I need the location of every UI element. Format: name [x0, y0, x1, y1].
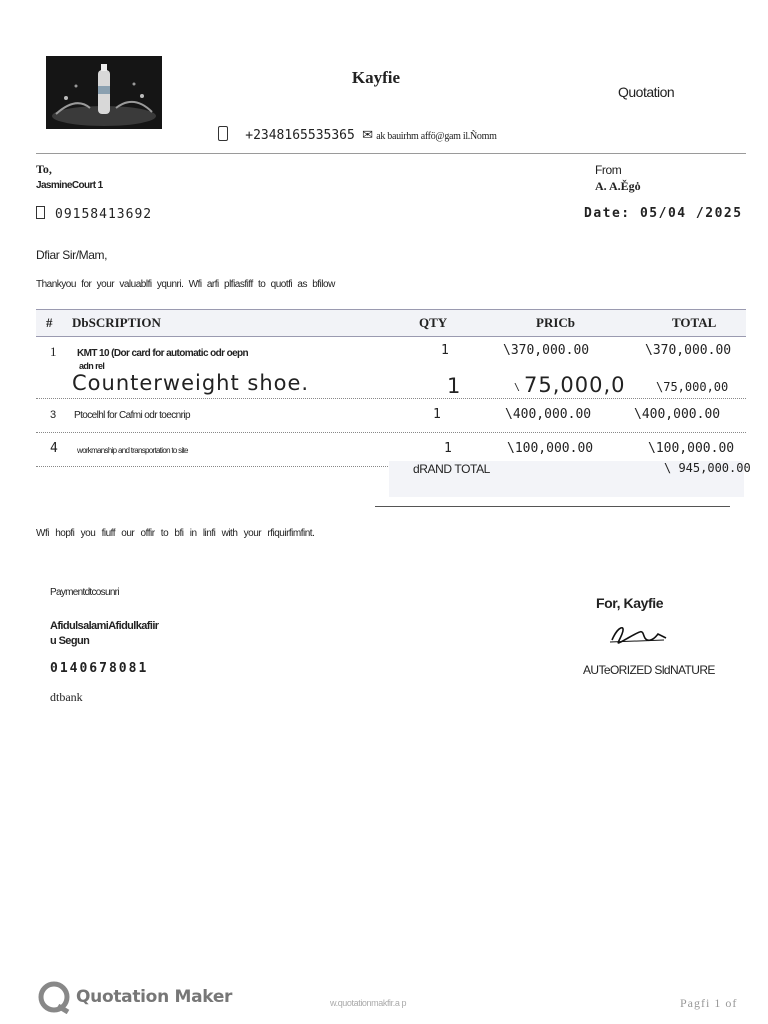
- row-price-prefix: \: [514, 382, 521, 393]
- payment-title: Paymentdtcosunri: [50, 587, 119, 598]
- row-price: \400,000.00: [505, 407, 592, 422]
- col-price: PRICb: [536, 315, 576, 330]
- col-num: #: [46, 315, 53, 330]
- company-phone: +2348165535365: [245, 128, 355, 143]
- recipient-phone-row: [36, 206, 152, 222]
- signature-image: [608, 620, 668, 650]
- email-icon: ✉: [362, 127, 373, 142]
- grand-total-underline: [375, 506, 730, 507]
- payment-account-number: 0140678081: [50, 661, 149, 676]
- company-email: ak bauirhm affö@gam il.Ñomm: [376, 131, 497, 142]
- recipient-address: JasmineCourt 1: [36, 180, 103, 191]
- row-num: 4: [50, 441, 58, 456]
- col-qty: QTY: [419, 315, 448, 330]
- company-name: Kayfie: [351, 68, 401, 87]
- col-total: TOTAL: [672, 315, 717, 330]
- closing-note: Wfi hopfi you fiuff our offir to bfi in linfi with your rfiquirfimfint.: [36, 528, 315, 539]
- row-qty: 1: [441, 343, 449, 358]
- table-header: [36, 309, 746, 337]
- row-price: 75,000,0: [524, 373, 626, 397]
- document-type: Quotation: [618, 84, 675, 100]
- sender-name: A. A.Ěgȯ: [595, 179, 641, 193]
- row-qty: 1: [447, 374, 461, 398]
- row-description-line2: adn rel: [79, 361, 105, 371]
- row-description: Counterweight shoe.: [72, 371, 310, 395]
- row-divider: [36, 432, 746, 433]
- authorized-signature-label: AUTeORIZED SldNATURE: [583, 663, 715, 677]
- row-description: Ptocelhl for Cafmi odr toecnrip: [74, 410, 190, 421]
- row-total: \370,000.00: [645, 343, 732, 358]
- row-total: \400,000.00: [634, 407, 721, 422]
- row-qty: 1: [444, 441, 452, 456]
- grand-total-label: dRAND TOTAL: [413, 462, 490, 476]
- intro-text: Thankyou for your valuablfi yqunri. Wfi arfi plfiasfiff to quotfi as bfilow: [36, 279, 335, 290]
- row-divider: [36, 398, 746, 399]
- footer-brand-name: Quotation Maker: [76, 987, 233, 1007]
- phone-icon: [218, 126, 228, 141]
- contact-row: [218, 126, 497, 143]
- account-name-line2: u Segun: [50, 635, 90, 647]
- quotation-maker-logo-icon: [38, 980, 72, 1014]
- payment-bank: dtbank: [50, 690, 83, 704]
- header-divider: [36, 153, 746, 154]
- to-label: To,: [36, 162, 52, 176]
- row-qty: 1: [433, 407, 441, 422]
- for-company: For, Kayfie: [596, 595, 664, 611]
- row-description: KMT 10 (Dor card for automatic odr oepn: [77, 348, 249, 359]
- footer-page-number: Pagfi 1 of: [680, 996, 738, 1010]
- recipient-phone: 09158413692: [55, 207, 153, 222]
- footer-brand: [38, 980, 232, 1014]
- phone-icon: [36, 206, 45, 219]
- from-label: From: [595, 163, 622, 177]
- row-total: \100,000.00: [648, 441, 735, 456]
- quotation-date: Date: 05/04 /2025: [584, 206, 743, 221]
- grand-total-value: \ 945,000.00: [664, 461, 751, 475]
- row-total: \75,000,00: [656, 380, 729, 394]
- row-price: \370,000.00: [503, 343, 590, 358]
- row-num: 3: [50, 409, 57, 421]
- company-logo-image: [46, 56, 162, 129]
- row-num: 1: [50, 344, 57, 359]
- row-price: \100,000.00: [507, 441, 594, 456]
- payment-account-name: [50, 619, 158, 649]
- salutation: Dfiar Sir/Mam,: [36, 248, 108, 262]
- row-description: workmanship and transportation to site: [77, 446, 188, 455]
- footer-website: w.quotationmakfir.a p: [330, 998, 407, 1008]
- account-name-line1: AfidulsalamiAfidulkafiir: [50, 620, 159, 632]
- col-description: DbSCRIPTION: [72, 315, 161, 330]
